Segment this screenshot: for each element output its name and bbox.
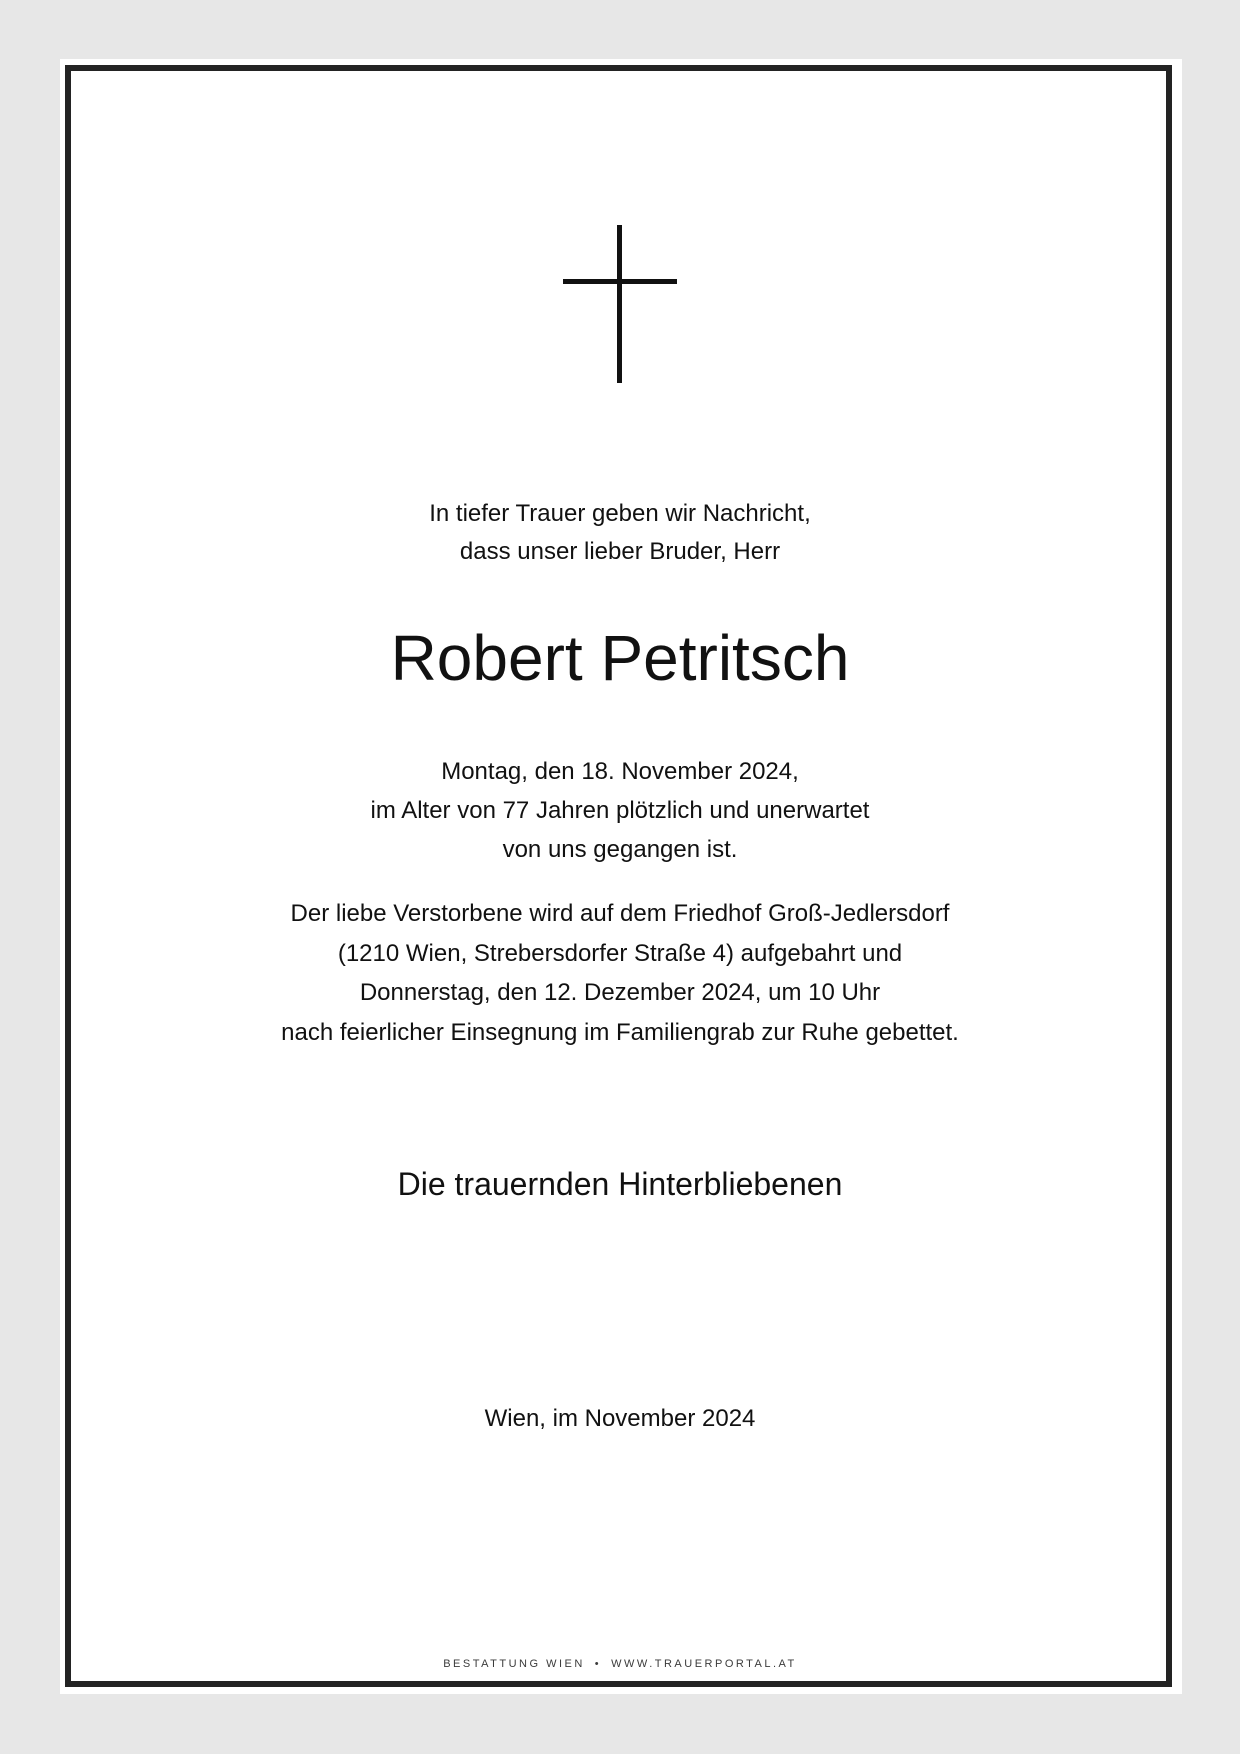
death-line-3: von uns gegangen ist. [502,836,738,863]
funeral-line-4: nach feierlicher Einsegnung im Familiengrab zur Ruhe gebettet. [281,1019,959,1046]
funeral-line-2: (1210 Wien, Strebersdorfer Straße 4) aufgebahrt und [337,940,903,967]
footer-brand: BESTATTUNG WIEN [443,1658,585,1670]
footer-separator: • [594,1658,602,1670]
funeral-line-1: Der liebe Verstorbene wird auf dem Friedhof Groß-Jedlersdorf [290,900,950,927]
place-date: Wien, im November 2024 [484,1405,756,1432]
intro-line-1: In tiefer Trauer geben wir Nachricht, [429,500,811,527]
intro-line-2: dass unser lieber Bruder, Herr [459,538,781,565]
deceased-name: Robert Petritsch [390,622,850,694]
death-line-1: Montag, den 18. November 2024, [441,758,799,785]
footer-website: WWW.TRAUERPORTAL.AT [611,1658,797,1670]
death-line-2: im Alter von 77 Jahren plötzlich und unerwartet [370,797,870,824]
footer [0,1657,1240,1671]
cross-icon [563,225,677,383]
funeral-line-3: Donnerstag, den 12. Dezember 2024, um 10 Uhr [359,979,881,1006]
signature: Die trauernden Hinterbliebenen [397,1166,843,1202]
